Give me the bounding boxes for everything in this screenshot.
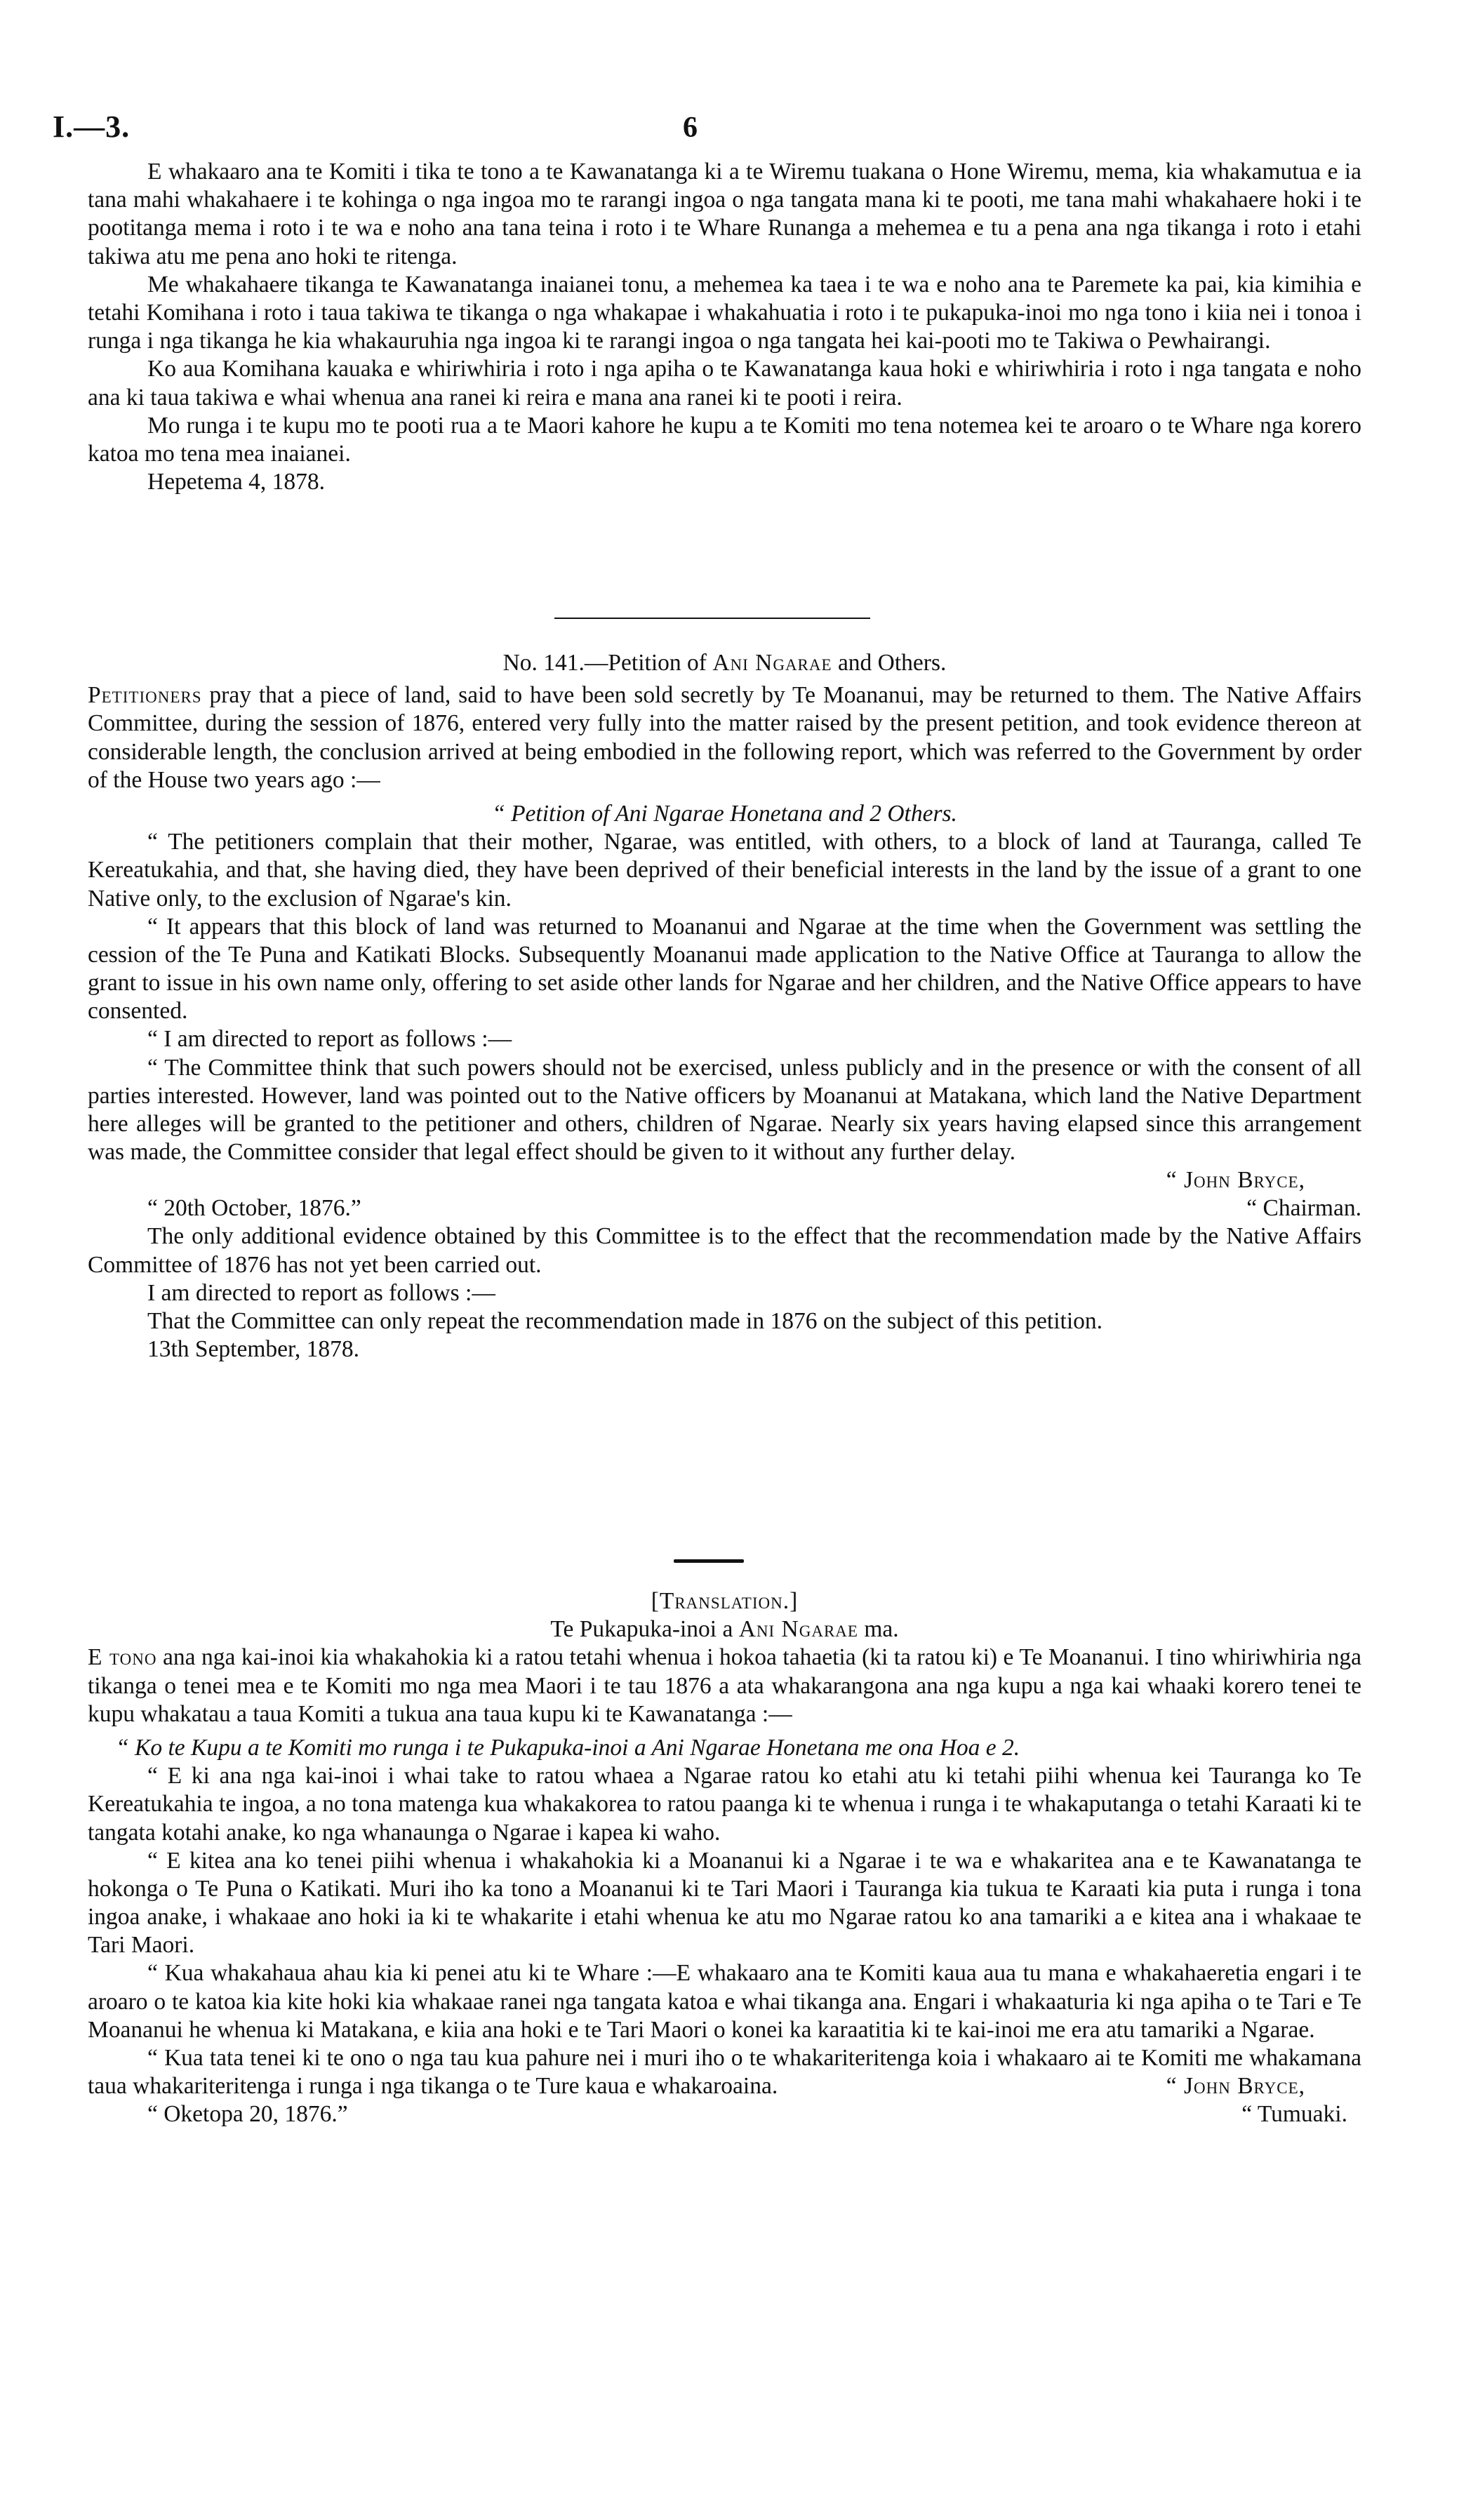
- translation-intro: [88, 1644, 1361, 1728]
- maori-report-paragraph-3: Ko aua Komihana kauaka e whiriwhiria i roto i nga apiha o te Kawanatanga kaua hoki e whiriwhiria i roto i nga tangata e noho ana ki taua takiwa e whai whenua ana ranei ki reira e mana ana ranei ki te pooti i reira.: [88, 356, 1361, 411]
- petition-quoted-paragraph-2: “ It appears that this block of land was returned to Moananui and Ngarae at the time when the Government was settling the cession of the Te Puna and Katikati Blocks. Subsequently Moananui made application to the Native Office at Tauranga to allow the grant to issue in his own name only, offering to set aside other lands for Ngarae and her children, and the Native Office appears to have consented.: [88, 913, 1361, 1025]
- translation-intro-text: ana nga kai-inoi kia whakahokia ki a ratou tetahi whenua i hokoa tahaetia (ki ta ratou ki) e Te Moananui. I tino whiriwhiria nga tikanga o tenei mea e te Komiti mo nga mea Maori i te tau 1876 a ata whakarangona ana nga kupu a nga kai whaaki korero tenei te kupu whakatau a taua Komiti a tukua ana taua kupu ki te Kawanatanga :—: [88, 1644, 1361, 1727]
- translation-heading: [88, 1615, 1361, 1644]
- translation-signature-date-line: [88, 2100, 1361, 2128]
- petition-signature-title: “ Chairman.: [1246, 1195, 1361, 1222]
- petition-closing-paragraph-1: The only additional evidence obtained by this Committee is to the effect that the recommendation made by the Native Affairs Committee of 1876 has not yet been carried out.: [88, 1223, 1361, 1278]
- petition-signature-date: “ 20th October, 1876.”: [147, 1195, 361, 1222]
- petition-signature-name-line: [88, 1166, 1361, 1194]
- petition-intro-lead: Petitioners: [88, 682, 202, 709]
- petition-quoted-paragraph-3: “ I am directed to report as follows :—: [147, 1026, 512, 1053]
- petition-section: [88, 649, 1361, 1364]
- translation-quoted-title: “ Ko te Kupu a te Komiti mo runga i te Pukapuka-inoi a Ani Ngarae Honetana me ona Hoa e 2.: [116, 1734, 1020, 1761]
- translation-label: [Translation.]: [651, 1588, 799, 1614]
- maori-report-paragraph-2: Me whakahaere tikanga te Kawanatanga inaianei tonu, a mehemea ka taea i te wa e noho ana te Paremete ka pai, kia kimihia e tetahi Komihana i roto i taua takiwa te tikanga o nga whakapae i whakahuatia i roto i te pukapuka-inoi mo nga tono i kiia nei i tonoa i runga i nga tikanga he kia whakauruhia nga ingoa ki te rarangi ingoa o nga tangata hei kai-pooti mo te Takiwa o Pewhairangi.: [88, 271, 1361, 354]
- translation-heading-name: Ani Ngarae: [738, 1616, 858, 1643]
- petition-closing-paragraph-3: That the Committee can only repeat the recommendation made in 1876 on the subject of this petition.: [147, 1307, 1103, 1334]
- petition-heading: [88, 649, 1361, 677]
- document-reference: I.—3.: [53, 109, 131, 144]
- petition-closing-paragraph-2: I am directed to report as follows :—: [147, 1279, 495, 1306]
- petition-signature-name: “ John Bryce,: [1166, 1167, 1305, 1194]
- translation-signature-date: “ Oketopa 20, 1876.”: [147, 2101, 348, 2128]
- translation-quoted-paragraph-4: “ Kua tata tenei ki te ono o nga tau kua pahure nei i muri iho o te whakariteritenga koia i whakaaro ai te Komiti me whakamana taua whakariteritenga i runga i nga tikanga o te Ture kaua e whakaroaina.: [88, 2045, 1361, 2100]
- translation-quoted-paragraph-1: “ E ki ana nga kai-inoi i whai take to ratou whaea a Ngarae ratou ko etahi atu ki tetahi piihi whenua kei Tauranga ko Te Kereatukahia te ingoa, a no tona matenga kua whakakorea to ratou paanga ki te whenua i runga i te whakaputanga o tetahi Karaati ki te tangata kotahi anake, ko nga whanaunga o Ngarae i kapea ki waho.: [88, 1763, 1361, 1846]
- petition-intro-text: pray that a piece of land, said to have been sold secretly by Te Moananui, may be returned to them. The Native Affairs Committee, during the session of 1876, entered very fully into the matter raised by the present petition, and took evidence thereon at considerable length, the conclusion arrived at being embodied in the following report, which was referred to the Government by order of the House two years ago :—: [88, 682, 1361, 793]
- translation-section: [88, 1587, 1361, 2128]
- petition-intro: [88, 681, 1361, 794]
- petition-signature-date-line: [88, 1194, 1361, 1222]
- page-number: 6: [683, 112, 698, 144]
- petition-quoted-paragraph-4: “ The Committee think that such powers should not be exercised, unless publicly and in the presence or with the consent of all parties interested. However, land was pointed out to the Native officers by Moananui at Matakana, which land the Native Department here alleges will be granted to the petitioner and others, children of Ngarae. Nearly six years having elapsed since this arrangement was made, the Committee consider that legal effect should be given to it without any further delay.: [88, 1054, 1361, 1166]
- maori-report-date: Hepetema 4, 1878.: [147, 469, 326, 495]
- section-divider-rule: [554, 618, 870, 619]
- petition-heading-suffix: and Others.: [837, 650, 947, 676]
- translation-intro-lead: E tono: [88, 1644, 157, 1671]
- petition-quoted-paragraph-1: “ The petitioners complain that their mother, Ngarae, was entitled, with others, to a block of land at Tauranga, called Te Kereatukahia, and that, she having died, they have been deprived of their beneficial interests in the land by the issue of a grant to one Native only, to the exclusion of Ngarae's kin.: [88, 829, 1361, 912]
- translation-signature-title: “ Tumuaki.: [1241, 2101, 1347, 2128]
- translation-heading-prefix: Te Pukapuka-inoi a: [550, 1616, 733, 1643]
- translation-heading-suffix: ma.: [864, 1616, 899, 1643]
- translation-signature-name: “ John Bryce,: [1166, 2073, 1305, 2100]
- translation-signature-name-line: [88, 2072, 1361, 2100]
- petition-date: 13th September, 1878.: [147, 1336, 359, 1363]
- petition-heading-name: Ani Ngarae: [712, 650, 832, 676]
- translation-quoted-paragraph-2: “ E kitea ana ko tenei piihi whenua i whakahokia ki a Moananui ki a Ngarae i te wa e whakaritea ana e te Kawanatanga te hokonga o Te Puna o Katikati. Muri iho ka tono a Moananui ki te Tari Maori i Tauranga kia tukua te Karaati kia puta i runga i tona ingoa anake, i whakaae ano hoki ia ki te whakarite i etahi whenua ke atu mo Ngarae ratou ko ana tamariki a e kitea ana i whakaae te Tari Maori.: [88, 1847, 1361, 1959]
- maori-report-paragraph-1: E whakaaro ana te Komiti i tika te tono a te Kawanatanga ki a te Wiremu tuakana o Hone Wiremu, mema, kia whakamutua e ia tana mahi whakahaere i te kohinga o nga ingoa mo te rarangi ingoa o nga tangata mana ki te pooti, me tana mahi whakahaere hoki i te pootitanga mema i roto i te wa e noho ana tana teina i roto i te Whare Runanga a mehemea e tu a pena ana nga tikanga i roto i etahi takiwa atu me pena ano hoki te ritenga.: [88, 159, 1361, 269]
- section-divider-short-rule: [674, 1559, 744, 1563]
- petition-heading-prefix: No. 141.—Petition of: [502, 650, 707, 676]
- maori-report-section: [88, 158, 1361, 496]
- maori-report-paragraph-4: Mo runga i te kupu mo te pooti rua a te Maori kahore he kupu a te Komiti mo tena notemea kei te aroaro o te Whare nga korero katoa mo tena mea inaianei.: [88, 412, 1361, 467]
- petition-quoted-title: “ Petition of Ani Ngarae Honetana and 2 Others.: [492, 800, 957, 827]
- translation-quoted-paragraph-3: “ Kua whakahaua ahau kia ki penei atu ki te Whare :—E whakaaro ana te Komiti kaua aua tu mana e whakahaeretia engari i te aroaro o te katoa kia kite hoki kia whakaae ranei nga tangata katoa e whai tikanga ana. Engari i whakaaturia ki nga apiha o te Tari e Te Moananui he whenua ki Matakana, e kiia ana hoki e te Tari Maori o konei ka karaatitia ki te kai-inoi me era atu tamariki a Ngarae.: [88, 1960, 1361, 2043]
